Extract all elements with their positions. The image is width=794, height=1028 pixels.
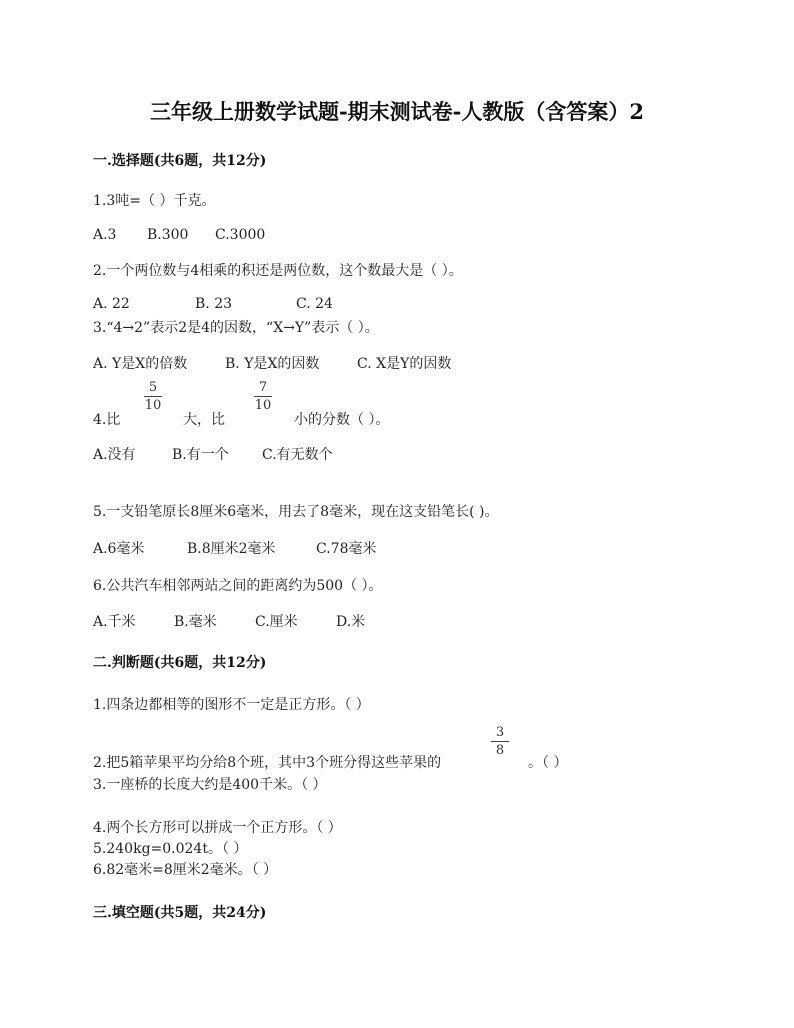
choice-2-option-b: B. 23 (195, 296, 233, 312)
choice-1-option-b: B.300 (147, 227, 189, 243)
choice-question-4-part-a: 4.比 (93, 412, 121, 428)
choice-3-option-b: B. Y是X的因数 (225, 356, 320, 372)
fraction-three-eighths (491, 725, 509, 758)
choice-question-6: 6.公共汽车相邻两站之间的距离约为500（ ）。 (93, 578, 383, 594)
fraction-seven-tenths (254, 380, 272, 413)
fraction-bar (491, 741, 509, 742)
choice-4-option-a: A.没有 (93, 447, 136, 463)
page-title: 三年级上册数学试题-期末测试卷-人教版（含答案）2 (149, 99, 645, 124)
fraction-numerator: 7 (258, 380, 268, 395)
choice-1-option-c: C.3000 (215, 227, 266, 243)
fraction-denominator: 10 (144, 398, 162, 413)
fraction-bar (254, 396, 272, 397)
choice-4-option-c: C.有无数个 (262, 447, 333, 463)
judge-question-5: 5.240kg=0.024t。（ ） (93, 841, 248, 857)
section-heading-judge: 二.判断题(共6题，共12分) (93, 655, 267, 671)
choice-5-option-a: A.6毫米 (93, 541, 145, 557)
choice-question-3: 3.“4→2”表示2是4的因数，“X→Y”表示（ ）。 (93, 320, 379, 336)
choice-question-1: 1.3吨=（ ）千克。 (93, 193, 216, 209)
choice-6-option-c: C.厘米 (255, 614, 298, 630)
judge-question-3: 3.一座桥的长度大约是400千米。（ ） (93, 777, 327, 793)
judge-question-6: 6.82毫米=8厘米2毫米。（ ） (93, 862, 278, 878)
choice-question-4-part-b: 大，比 (183, 412, 225, 428)
choice-3-option-a: A. Y是X的倍数 (93, 356, 188, 372)
choice-4-option-b: B.有一个 (172, 447, 229, 463)
choice-3-option-c: C. X是Y的因数 (357, 356, 452, 372)
choice-6-option-b: B.毫米 (174, 614, 217, 630)
choice-1-option-a: A.3 (93, 227, 117, 243)
fraction-denominator: 8 (495, 743, 505, 758)
judge-question-2-part-a: 2.把5箱苹果平均分给8个班，其中3个班分得这些苹果的 (93, 755, 442, 771)
fraction-numerator: 3 (495, 725, 505, 740)
fraction-denominator: 10 (254, 398, 272, 413)
choice-question-5: 5.一支铅笔原长8厘米6毫米，用去了8毫米，现在这支铅笔长( )。 (93, 504, 499, 520)
judge-question-2-part-b: 。（ ） (528, 755, 568, 771)
fraction-numerator: 5 (148, 380, 158, 395)
choice-5-option-c: C.78毫米 (316, 541, 377, 557)
fraction-bar (144, 396, 162, 397)
choice-question-2: 2.一个两位数与4相乘的积还是两位数，这个数最大是（ ）。 (93, 263, 463, 279)
choice-2-option-a: A. 22 (93, 296, 130, 312)
choice-6-option-d: D.米 (336, 614, 366, 630)
judge-question-1: 1.四条边都相等的图形不一定是正方形。（ ） (93, 697, 370, 713)
section-heading-choice: 一.选择题(共6题，共12分) (93, 153, 267, 169)
judge-question-4: 4.两个长方形可以拼成一个正方形。（ ） (93, 820, 342, 836)
choice-question-4-part-c: 小的分数（ ）。 (294, 412, 390, 428)
choice-2-option-c: C. 24 (296, 296, 333, 312)
section-heading-fill: 三.填空题(共5题，共24分) (93, 905, 267, 921)
choice-6-option-a: A.千米 (93, 614, 136, 630)
choice-5-option-b: B.8厘米2毫米 (187, 541, 276, 557)
fraction-five-tenths (144, 380, 162, 413)
